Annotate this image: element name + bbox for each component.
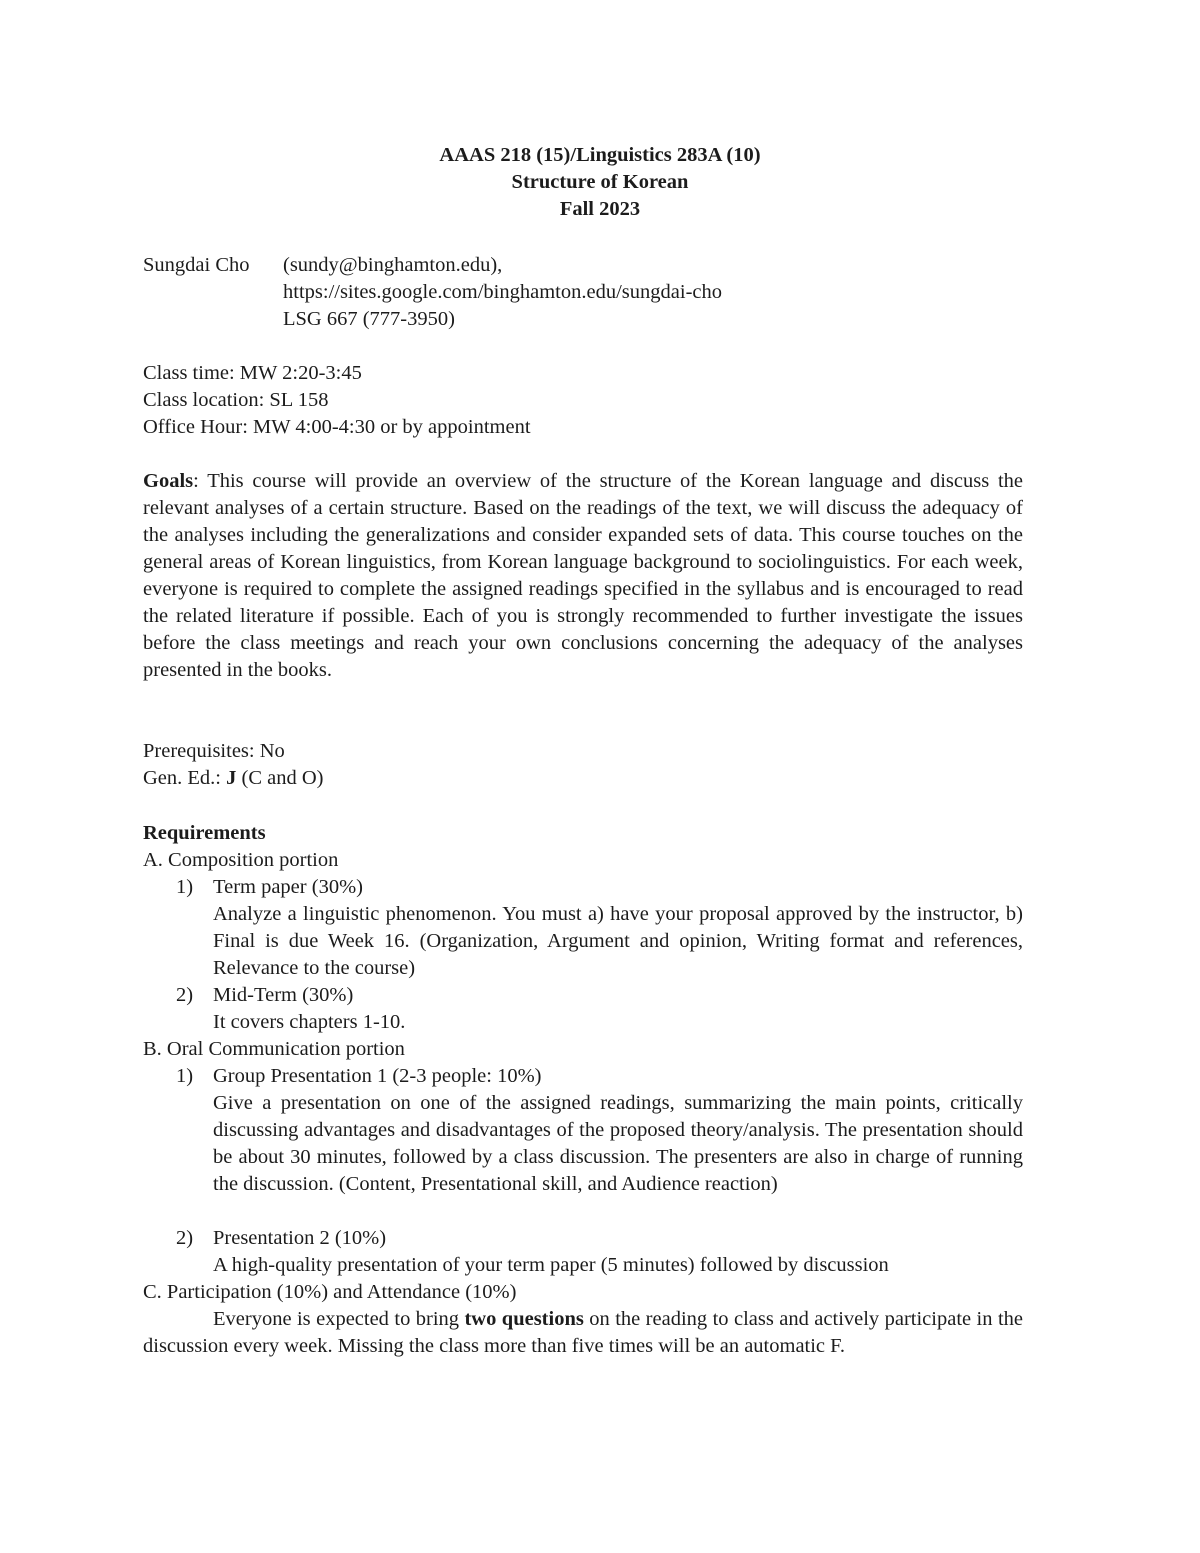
class-time: Class time: MW 2:20-3:45 bbox=[143, 362, 362, 384]
participation-title: C. Participation (10%) and Attendance (10%) bbox=[143, 1281, 517, 1303]
goals-section bbox=[143, 468, 1023, 684]
course-code: AAAS 218 (15)/Linguistics 283A (10) bbox=[439, 144, 761, 166]
goals-paragraph bbox=[143, 468, 1023, 684]
presentation-2-desc: A high-quality presentation of your term paper (5 minutes) followed by discussion bbox=[213, 1254, 889, 1276]
instructor-website: https://sites.google.com/binghamton.edu/sungdai-cho bbox=[283, 281, 722, 303]
goals-label: Goals bbox=[143, 470, 194, 492]
presentation-2-item: 2) Presentation 2 (10%) bbox=[176, 1227, 387, 1249]
composition-portion-title: A. Composition portion bbox=[143, 849, 339, 871]
office-hour: Office Hour: MW 4:00-4:30 or by appointment bbox=[143, 416, 531, 438]
course-title: Structure of Korean bbox=[511, 171, 689, 193]
prerequisites: Prerequisites: No bbox=[143, 740, 285, 762]
schedule-block bbox=[143, 360, 1023, 441]
course-term: Fall 2023 bbox=[559, 198, 641, 220]
document-title bbox=[0, 142, 1200, 223]
term-paper-item: 1) Term paper (30%) bbox=[176, 876, 363, 898]
requirements-heading: Requirements bbox=[143, 822, 266, 844]
instructor-contact bbox=[143, 252, 722, 333]
class-location: Class location: SL 158 bbox=[143, 389, 329, 411]
goals-text: : This course will provide an overview of the structure of the Korean language and discuss the relevant analyses of a certain structure. Based on the readings of the text, we will discuss the adequacy of the analyses including the generalizations and consider expanded sets of data. This course touches on the general areas of Korean linguistics, from Korean language background to sociolinguistics. For each week, everyone is required to complete the assigned readings specified in the syllabus and is encouraged to read the related literature if possible. Each of you is strongly recommended to further investigate the issues before the class meetings and reach your own conclusions concerning the adequacy of the analyses presented in the books. bbox=[143, 470, 1023, 681]
info-block bbox=[143, 738, 1023, 792]
term-paper-desc: Analyze a linguistic phenomenon. You must a) have your proposal approved by the instructor, b) Final is due Week 16. (Organization, Argument and opinion, Writing format and references, Relevance to the course) bbox=[213, 903, 1023, 979]
instructor-email: (sundy@binghamton.edu), bbox=[283, 254, 503, 276]
instructor-name: Sungdai Cho bbox=[143, 254, 250, 276]
group-presentation-desc: Give a presentation on one of the assigned readings, summarizing the main points, critically discussing advantages and disadvantages of the proposed theory/analysis. The presentation should be about 30 minutes, followed by a class discussion. The presenters are also in charge of running the discussion. (Content, Presentational skill, and Audience reaction) bbox=[213, 1092, 1023, 1195]
oral-portion-title: B. Oral Communication portion bbox=[143, 1038, 405, 1060]
midterm-item: 2) Mid-Term (30%) bbox=[176, 984, 354, 1006]
midterm-desc: It covers chapters 1-10. bbox=[213, 1011, 406, 1033]
group-presentation-item: 1) Group Presentation 1 (2-3 people: 10%) bbox=[176, 1065, 542, 1087]
gen-ed: Gen. Ed.: J (C and O) bbox=[143, 767, 324, 789]
instructor-office: LSG 667 (777-3950) bbox=[283, 308, 455, 330]
participation-desc: Everyone is expected to bring two questions on the reading to class and actively participate in the discussion every week. Missing the class more than five times will be an automatic F. bbox=[143, 1308, 1023, 1357]
